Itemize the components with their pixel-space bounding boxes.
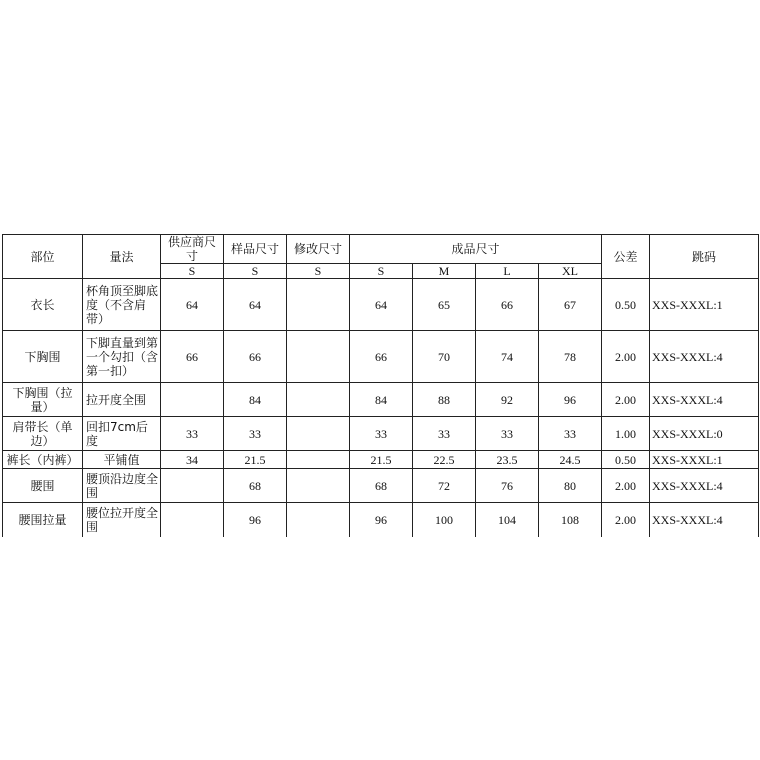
- row-size-l: 92: [476, 383, 539, 417]
- row-method: 腰位拉开度全围: [83, 503, 161, 537]
- row-size-m: 88: [413, 383, 476, 417]
- sub-size-s: S: [350, 264, 413, 279]
- row-method: 下脚直量到第一个勾扣（含第一扣）: [83, 331, 161, 383]
- row-size-m: 100: [413, 503, 476, 537]
- row-size-s: 64: [350, 279, 413, 331]
- row-method: 杯角顶至脚底度（不含肩带）: [83, 279, 161, 331]
- row-revised: [287, 331, 350, 383]
- row-revised: [287, 383, 350, 417]
- row-size-l: 74: [476, 331, 539, 383]
- row-sample: 68: [224, 469, 287, 503]
- sub-size-m: M: [413, 264, 476, 279]
- row-tolerance: 2.00: [602, 469, 650, 503]
- row-method: 腰顶沿边度全围: [83, 469, 161, 503]
- header-grading: 跳码: [650, 235, 759, 279]
- row-size-xl: 108: [539, 503, 602, 537]
- row-method: 拉开度全围: [83, 383, 161, 417]
- row-size-l: 23.5: [476, 451, 539, 469]
- row-size-m: 72: [413, 469, 476, 503]
- row-size-xl: 96: [539, 383, 602, 417]
- row-size-m: 33: [413, 417, 476, 451]
- row-size-s: 84: [350, 383, 413, 417]
- row-part: 裤长（内裤）: [3, 451, 83, 469]
- row-revised: [287, 469, 350, 503]
- row-size-s: 66: [350, 331, 413, 383]
- row-size-s: 68: [350, 469, 413, 503]
- row-sample: 33: [224, 417, 287, 451]
- row-sample: 84: [224, 383, 287, 417]
- sub-size-l: L: [476, 264, 539, 279]
- row-part: 肩带长（单边）: [3, 417, 83, 451]
- header-revised-size: 修改尺寸: [287, 235, 350, 264]
- row-size-s: 96: [350, 503, 413, 537]
- table-row: [3, 503, 759, 537]
- table-row: [3, 383, 759, 417]
- row-tolerance: 0.50: [602, 279, 650, 331]
- table-row: [3, 451, 759, 469]
- header-supplier-size: 供应商尺寸: [161, 235, 224, 264]
- row-method: 回扣7cm后度: [83, 417, 161, 451]
- table-row: [3, 417, 759, 451]
- row-sample: 21.5: [224, 451, 287, 469]
- row-revised: [287, 503, 350, 537]
- row-size-xl: 67: [539, 279, 602, 331]
- table-row: [3, 331, 759, 383]
- row-tolerance: 1.00: [602, 417, 650, 451]
- row-part: 衣长: [3, 279, 83, 331]
- table-row: [3, 279, 759, 331]
- header-tolerance: 公差: [602, 235, 650, 279]
- row-revised: [287, 417, 350, 451]
- row-supplier: 64: [161, 279, 224, 331]
- row-supplier: 34: [161, 451, 224, 469]
- sub-size-xl: XL: [539, 264, 602, 279]
- row-size-m: 22.5: [413, 451, 476, 469]
- row-tolerance: 0.50: [602, 451, 650, 469]
- row-tolerance: 2.00: [602, 331, 650, 383]
- row-grading: XXS-XXXL:1: [650, 279, 759, 331]
- row-grading: XXS-XXXL:4: [650, 503, 759, 537]
- row-sample: 64: [224, 279, 287, 331]
- sub-revised: S: [287, 264, 350, 279]
- row-supplier: [161, 503, 224, 537]
- row-size-l: 33: [476, 417, 539, 451]
- row-grading: XXS-XXXL:0: [650, 417, 759, 451]
- row-part: 腰围拉量: [3, 503, 83, 537]
- row-grading: XXS-XXXL:4: [650, 469, 759, 503]
- row-grading: XXS-XXXL:4: [650, 383, 759, 417]
- header-row: [3, 235, 759, 264]
- row-size-xl: 33: [539, 417, 602, 451]
- row-size-xl: 24.5: [539, 451, 602, 469]
- row-size-m: 70: [413, 331, 476, 383]
- row-revised: [287, 451, 350, 469]
- table-row: [3, 469, 759, 503]
- row-grading: XXS-XXXL:1: [650, 451, 759, 469]
- row-size-s: 21.5: [350, 451, 413, 469]
- row-tolerance: 2.00: [602, 383, 650, 417]
- row-revised: [287, 279, 350, 331]
- row-grading: XXS-XXXL:4: [650, 331, 759, 383]
- row-supplier: [161, 383, 224, 417]
- row-size-xl: 78: [539, 331, 602, 383]
- header-method: 量法: [83, 235, 161, 279]
- row-size-s: 33: [350, 417, 413, 451]
- header-sample-size: 样品尺寸: [224, 235, 287, 264]
- row-sample: 96: [224, 503, 287, 537]
- row-size-l: 76: [476, 469, 539, 503]
- row-sample: 66: [224, 331, 287, 383]
- size-spec-table: [2, 234, 759, 537]
- header-finished-size: 成品尺寸: [350, 235, 602, 264]
- row-part: 腰围: [3, 469, 83, 503]
- row-part: 下胸围（拉量）: [3, 383, 83, 417]
- row-size-l: 66: [476, 279, 539, 331]
- header-part: 部位: [3, 235, 83, 279]
- row-size-l: 104: [476, 503, 539, 537]
- row-method: 平铺值: [83, 451, 161, 469]
- sub-supplier: S: [161, 264, 224, 279]
- row-supplier: 66: [161, 331, 224, 383]
- sub-sample: S: [224, 264, 287, 279]
- row-size-xl: 80: [539, 469, 602, 503]
- row-part: 下胸围: [3, 331, 83, 383]
- row-supplier: [161, 469, 224, 503]
- row-size-m: 65: [413, 279, 476, 331]
- row-supplier: 33: [161, 417, 224, 451]
- row-tolerance: 2.00: [602, 503, 650, 537]
